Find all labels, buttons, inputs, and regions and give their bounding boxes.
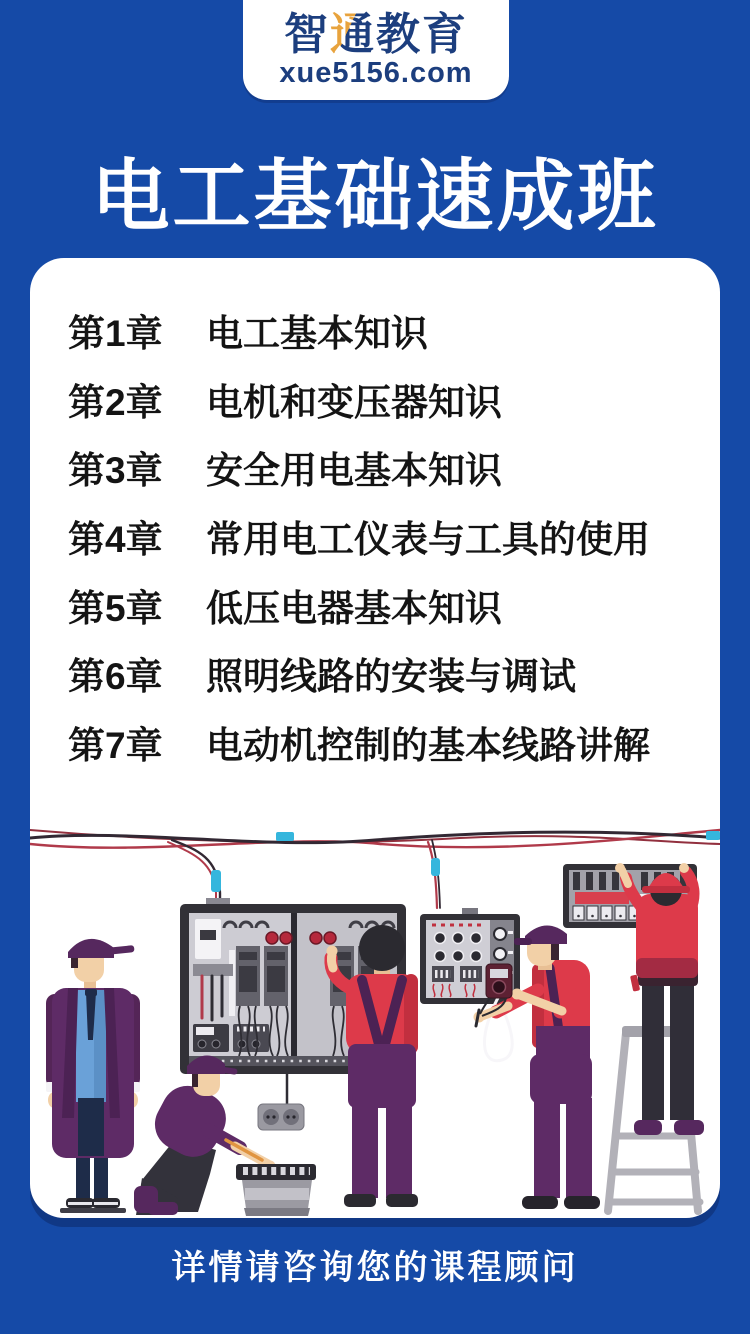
chapter-row (68, 502, 700, 571)
chapter-number: 第3章 (68, 450, 163, 492)
chapter-row (68, 570, 700, 639)
chapter-title: 电动机控制的基本线路讲解 (206, 724, 650, 766)
chapter-row (68, 708, 700, 777)
brand-logo (284, 9, 468, 59)
chapter-title: 安全用电基本知识 (206, 450, 502, 492)
chapter-number: 第2章 (68, 381, 163, 423)
chapter-title: 低压电器基本知识 (206, 587, 502, 629)
chapter-number: 第4章 (68, 519, 163, 561)
logo-accent-char: 通 (330, 9, 376, 59)
logo-text: 智 (284, 9, 330, 59)
supervisor-figure (46, 939, 140, 1213)
chapter-title: 电工基本知识 (206, 313, 428, 355)
chapter-number: 第5章 (68, 587, 163, 629)
page-title: 电工基础速成班 (91, 152, 659, 240)
chapter-row (68, 433, 700, 502)
brand-domain: xue5156.com (279, 57, 473, 90)
footer-note: 详情请咨询您的课程顾问 (171, 1249, 579, 1287)
chapter-title: 常用电工仪表与工具的使用 (206, 519, 650, 561)
chapter-title: 照明线路的安装与调试 (206, 656, 576, 698)
logo-text: 教育 (376, 9, 468, 59)
chapter-list (68, 296, 700, 776)
electricians-illustration (30, 798, 720, 1218)
chapter-row (68, 639, 700, 708)
multimeter-electrician-figure (474, 925, 601, 1209)
chapter-title: 电机和变压器知识 (206, 381, 502, 423)
chapter-number: 第6章 (68, 656, 163, 698)
wall-socket (258, 1074, 304, 1130)
chapter-row (68, 365, 700, 434)
chapter-number: 第1章 (68, 313, 163, 355)
chapter-number: 第7章 (68, 724, 163, 766)
battery-box (236, 1164, 316, 1216)
chapter-row (68, 296, 700, 365)
brand-badge (243, 0, 509, 100)
course-card (30, 258, 720, 1218)
